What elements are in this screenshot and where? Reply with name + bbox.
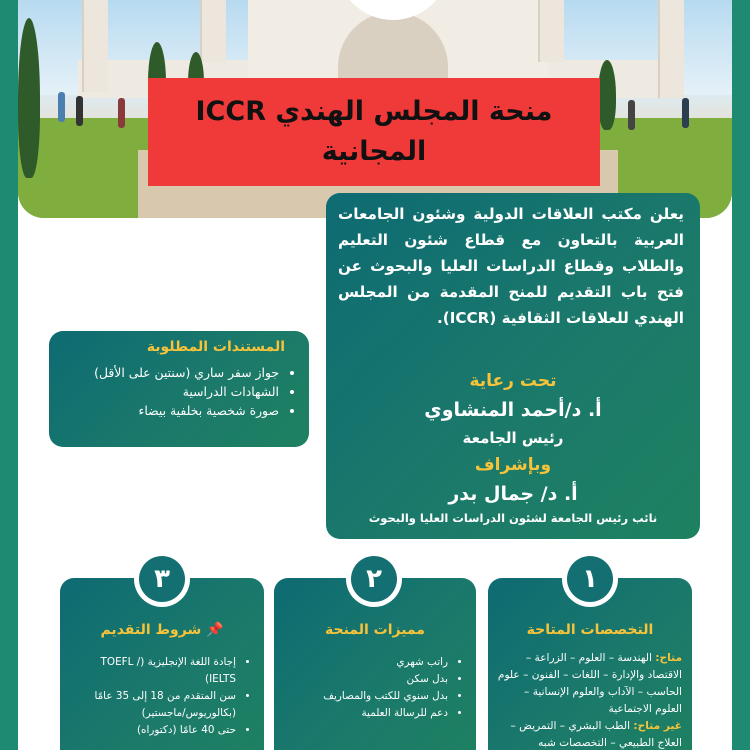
list-item: • إجادة اللغة الإنجليزية (TOEFL / IELTS) [70,654,236,688]
benefits-heading: مميزات المنحة [325,622,425,638]
specializations-text [494,650,682,750]
excluded-label: غير متاح: [633,720,682,732]
announcement-card [326,193,700,539]
supervision-label: وبإشراف [474,455,552,475]
badge-number: ٣ [139,556,185,602]
number-badge-2 [346,551,402,607]
left-green-border [0,0,18,750]
list-item: • حتى 40 عامًا (دكتوراه) [70,722,236,739]
list-item: • راتب شهري [282,654,448,671]
required-documents-card [49,331,309,447]
list-item: • سن المتقدم من 18 إلى 35 عامًا (بكالوريوس/ماجستير) [70,688,236,722]
specializations-heading: التخصصات المتاحة [526,622,654,638]
right-green-border [732,0,750,750]
title-banner [148,78,600,186]
patron-title: رئيس الجامعة [462,429,564,447]
list-item: • الشهادات الدراسية [65,382,279,401]
documents-heading: المستندات المطلوبة [146,339,285,355]
list-item: • بدل سكن [282,671,448,688]
badge-number: ٢ [351,556,397,602]
supervisor-title: نائب رئيس الجامعة لشئون الدراسات العليا والبحوث [368,511,658,525]
number-badge-3 [134,551,190,607]
list-item: • دعم للرسالة العلمية [282,705,448,722]
benefits-list [282,654,462,722]
page-title: منحة المجلس الهندي ICCR المجانية [195,96,553,167]
list-item: • بدل سنوي للكتب والمصاريف [282,688,448,705]
list-item: • صورة شخصية بخلفية بيضاء [65,401,279,420]
excluded-text: الطب البشري – التمريض – العلاج الطبيعي – التخصصات شبه [510,720,682,749]
allowed-label: متاح: [655,652,682,664]
documents-list [65,363,295,420]
conditions-heading: 📌 شروط التقديم [100,622,224,638]
patronage-label: تحت رعاية [469,371,557,391]
list-item: • جواز سفر ساري (سنتين على الأقل) [65,363,279,382]
badge-number: ١ [567,556,613,602]
patron-name: أ. د/أحمد المنشاوي [424,399,602,421]
number-badge-1 [562,551,618,607]
allowed-text: الهندسة – العلوم – الزراعة – الاقتصاد والإدارة – اللغات – الفنون – علوم الحاسب – الآداب والعلوم الإنسانية – العلوم الاجتماعية [497,652,682,715]
supervisor-name: أ. د/ جمال بدر [448,483,578,505]
conditions-list [70,654,250,739]
announcement-text: يعلن مكتب العلاقات الدولية وشئون الجامعات العربية بالتعاون مع قطاع شئون التعليم والطلاب وقطاع الدراسات العليا والبحوث عن فتح باب التقديم للمنح المقدمة من المجلس الهندي للعلاقات الثقافية (ICCR). [338,205,684,327]
